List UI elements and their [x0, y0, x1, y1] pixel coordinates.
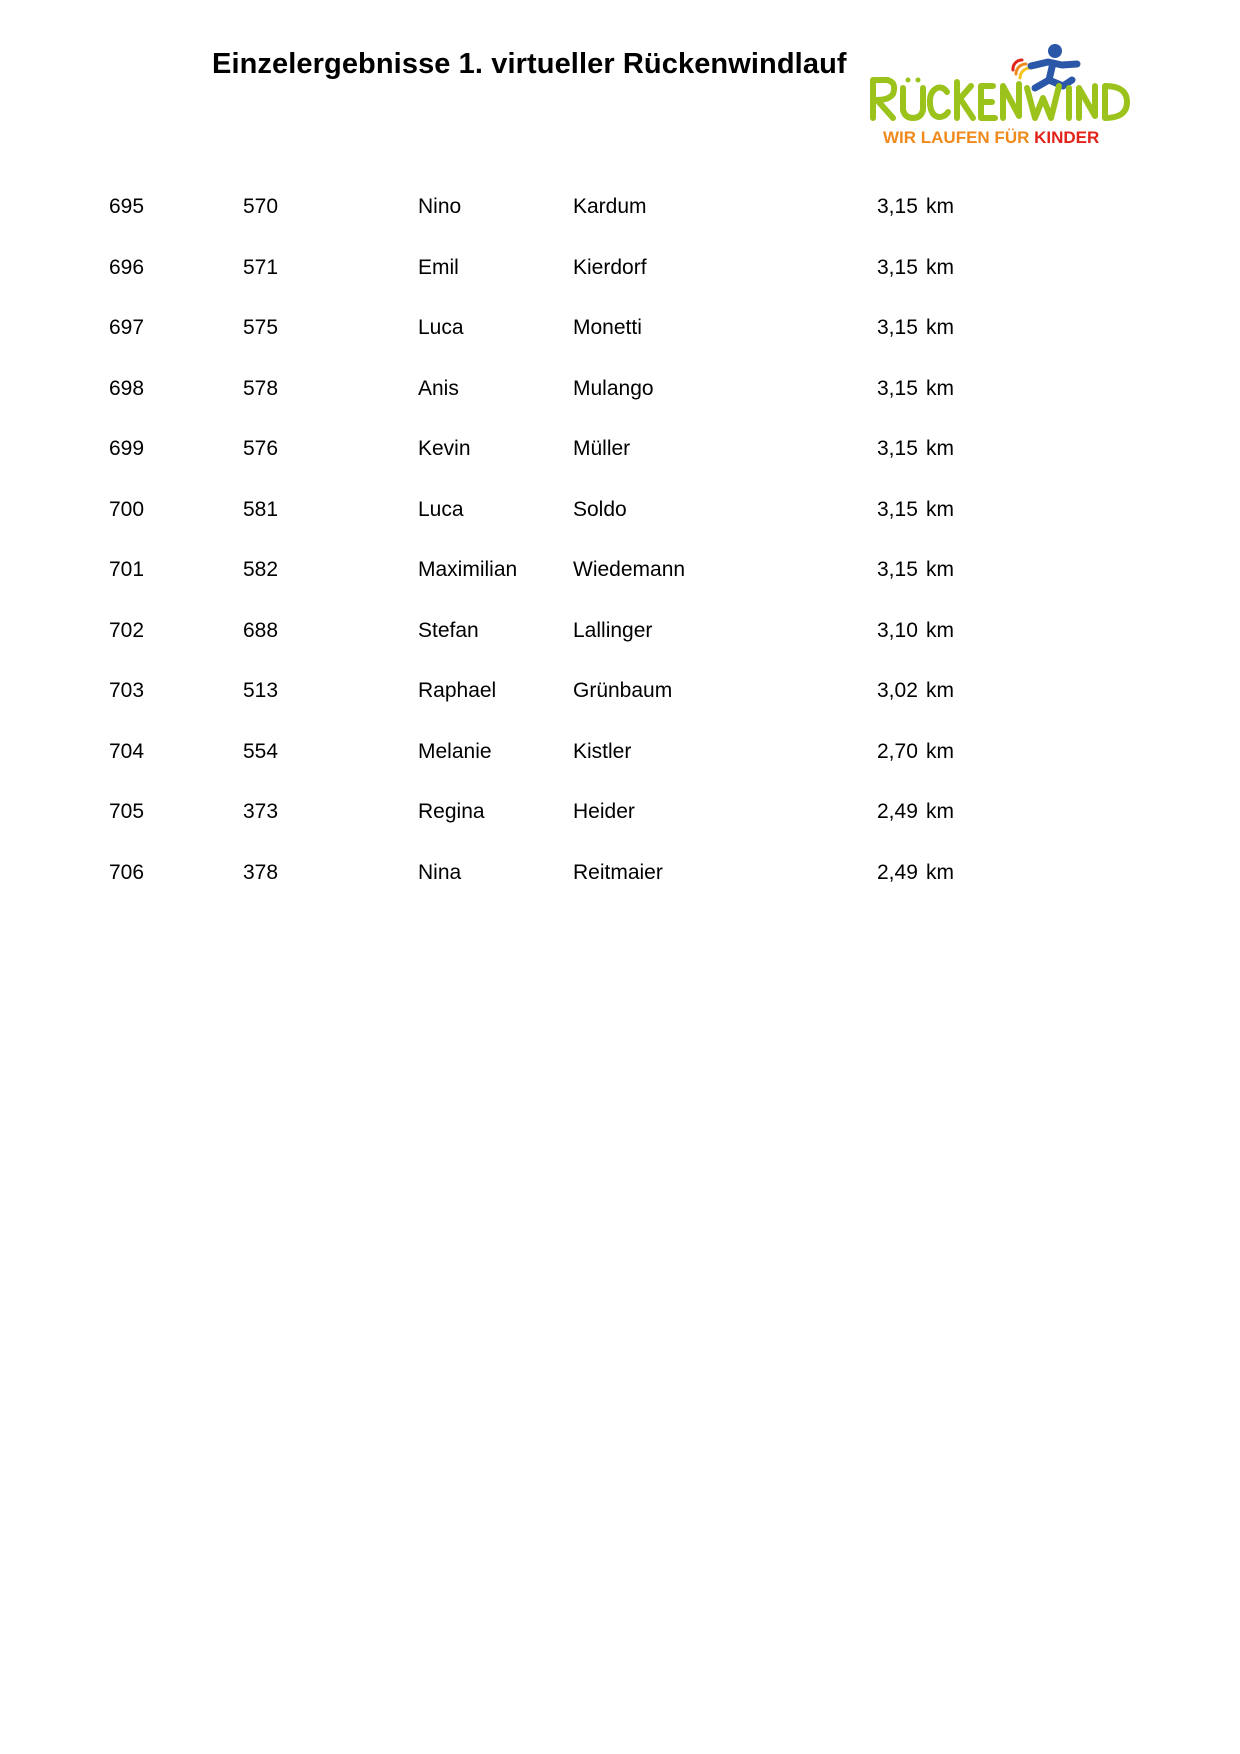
last-name-cell: Reitmaier	[573, 860, 663, 884]
last-name-cell: Müller	[573, 437, 631, 460]
start-number-cell: 571	[243, 255, 279, 279]
last-name-cell: Lallinger	[573, 618, 653, 642]
rueckenwind-logo	[865, 42, 1135, 154]
unit-cell: km	[926, 558, 954, 581]
last-name-cell: Kistler	[573, 739, 632, 763]
result-row	[0, 485, 1240, 546]
rank-cell: 695	[109, 195, 145, 218]
first-name-cell: Stefan	[418, 618, 479, 642]
unit-cell: km	[926, 376, 954, 400]
start-number-cell: 581	[243, 497, 279, 521]
first-name-cell: Nino	[418, 195, 462, 218]
result-row	[0, 364, 1240, 425]
first-name-cell: Raphael	[418, 679, 497, 702]
results-list	[0, 182, 1240, 908]
result-row	[0, 424, 1240, 485]
distance-cell: 3,15	[877, 195, 918, 218]
first-name-cell: Anis	[418, 376, 459, 400]
distance-cell: 3,15	[877, 255, 918, 279]
unit-cell: km	[926, 195, 954, 218]
distance-cell: 3,15	[877, 437, 918, 460]
first-name-cell: Melanie	[418, 739, 492, 763]
result-row	[0, 303, 1240, 364]
last-name-cell: Heider	[573, 800, 635, 823]
last-name-cell: Kierdorf	[573, 255, 647, 279]
start-number-cell: 688	[243, 618, 279, 642]
rank-cell: 706	[109, 860, 145, 884]
start-number-cell: 554	[243, 739, 279, 763]
first-name-cell: Luca	[418, 497, 464, 521]
start-number-cell: 513	[243, 679, 279, 702]
unit-cell: km	[926, 860, 954, 884]
runner-icon	[1031, 44, 1077, 88]
first-name-cell: Kevin	[418, 437, 471, 460]
start-number-cell: 582	[243, 558, 279, 581]
last-name-cell: Soldo	[573, 497, 627, 521]
result-row	[0, 182, 1240, 243]
rank-cell: 701	[109, 558, 145, 581]
rank-cell: 697	[109, 316, 145, 339]
start-number-cell: 373	[243, 800, 279, 823]
first-name-cell: Nina	[418, 860, 462, 884]
result-row	[0, 606, 1240, 667]
result-row	[0, 545, 1240, 606]
last-name-cell: Kardum	[573, 195, 647, 218]
start-number-cell: 578	[243, 376, 279, 400]
result-row	[0, 666, 1240, 727]
first-name-cell: Regina	[418, 800, 485, 823]
unit-cell: km	[926, 497, 954, 521]
rueckenwind-logo-graphic	[865, 42, 1135, 154]
rank-cell: 704	[109, 739, 145, 763]
start-number-cell: 378	[243, 860, 279, 884]
last-name-cell: Mulango	[573, 376, 654, 400]
distance-cell: 3,15	[877, 497, 918, 521]
unit-cell: km	[926, 255, 954, 279]
start-number-cell: 576	[243, 437, 279, 460]
last-name-cell: Grünbaum	[573, 679, 673, 702]
start-number-cell: 575	[243, 316, 279, 339]
first-name-cell: Emil	[418, 255, 459, 279]
rank-cell: 696	[109, 255, 145, 279]
result-row	[0, 727, 1240, 788]
rank-cell: 702	[109, 618, 145, 642]
distance-cell: 3,15	[877, 558, 918, 581]
first-name-cell: Maximilian	[418, 558, 518, 581]
unit-cell: km	[926, 679, 954, 702]
distance-cell: 2,70	[877, 739, 918, 763]
unit-cell: km	[926, 739, 954, 763]
distance-cell: 2,49	[877, 800, 918, 823]
page-title: Einzelergebnisse 1. virtueller Rückenwindlauf	[212, 48, 847, 80]
rank-cell: 703	[109, 679, 145, 702]
logo-wordmark	[873, 78, 1127, 119]
distance-cell: 3,10	[877, 618, 918, 642]
last-name-cell: Wiedemann	[573, 558, 686, 581]
rank-cell: 698	[109, 376, 145, 400]
distance-cell: 3,15	[877, 316, 918, 339]
unit-cell: km	[926, 437, 954, 460]
unit-cell: km	[926, 800, 954, 823]
rank-cell: 705	[109, 800, 145, 823]
distance-cell: 2,49	[877, 860, 918, 884]
distance-cell: 3,15	[877, 376, 918, 400]
start-number-cell: 570	[243, 195, 279, 218]
unit-cell: km	[926, 618, 954, 642]
unit-cell: km	[926, 316, 954, 339]
last-name-cell: Monetti	[573, 316, 642, 339]
first-name-cell: Luca	[418, 316, 464, 339]
logo-tagline: WIR LAUFEN FÜR KINDER	[883, 128, 1100, 147]
result-row	[0, 848, 1240, 909]
result-row	[0, 243, 1240, 304]
rank-cell: 699	[109, 437, 145, 460]
rank-cell: 700	[109, 497, 145, 521]
result-row	[0, 787, 1240, 848]
distance-cell: 3,02	[877, 679, 918, 702]
